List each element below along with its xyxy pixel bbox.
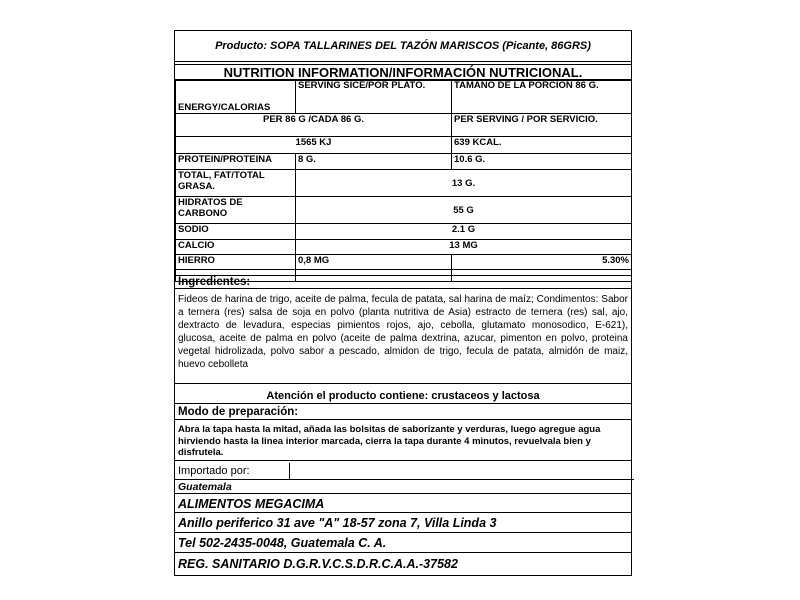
allergen-warning: Atención el producto contiene: crustaceos y lactosa <box>175 389 631 404</box>
preparation-title: Modo de preparación: <box>175 404 631 420</box>
table-row <box>176 80 632 114</box>
fat-value: 13 G. <box>296 170 632 197</box>
fat-label: TOTAL, FAT/TOTAL GRASA. <box>176 170 296 197</box>
energy-kcal: 639 KCAL. <box>452 137 632 154</box>
importer-label: Importado por: <box>175 463 634 480</box>
protein-86g-value: 8 G. <box>296 154 452 170</box>
sodio-value: 2.1 G <box>296 224 632 240</box>
ingredients-title: Ingredientes: <box>175 275 631 289</box>
importer-address: Anillo periferico 31 ave "A" 18-57 zona 7, Villa Linda 3 <box>175 514 631 533</box>
hierro-percent: 5.30% <box>452 255 632 270</box>
calcio-value: 13 MG <box>296 240 632 255</box>
carb-value: 55 G <box>296 197 632 224</box>
serving-size-label: SERVING SICE/POR PLATO. <box>296 80 452 114</box>
hierro-value: 0,8 MG <box>296 255 452 270</box>
ingredients-text: Fideos de harina de trigo, aceite de palma, fecula de patata, sal harina de maíz; Condimentos: Sabor a ternera (res) salsa de soja en polvo (planta nutritiva de Asia) estracto de ternera (res) sal, ajo, dextracto de levadura, especias pimientos rojos, ajo, cebolla, glutamato monosodico, E-621), glucosa, aceite de palma en polvo (aceite de palma dextrina, azucar, pimenton en polvo, proteina vegetal hidrolizada, polvo sabor a pescado, almidon de trigo, fecula de patata, almidón de maiz, huevo cebolleta <box>175 290 631 384</box>
importer-company: ALIMENTOS MEGACIMA <box>175 495 631 513</box>
table-row <box>176 114 632 137</box>
nutrition-label <box>174 30 632 576</box>
calcio-label: CALCIO <box>176 240 296 255</box>
energy-label: ENERGY/CALORIAS <box>176 80 296 114</box>
table-row <box>176 154 632 170</box>
carb-label: HIDRATOS DE CARBONO <box>176 197 296 224</box>
nutrition-title: NUTRITION INFORMATION/INFORMACIÓN NUTRICIONAL. <box>175 64 631 81</box>
per-86g-label: PER 86 G /CADA 86 G. <box>176 114 452 137</box>
nutrition-table <box>175 79 632 282</box>
protein-serving-value: 10.6 G. <box>452 154 632 170</box>
per-serving-label: PER SERVING / POR SERVICIO. <box>452 114 632 137</box>
table-row <box>176 137 632 154</box>
divider <box>289 463 290 479</box>
importer-registry: REG. SANITARIO D.G.R.V.C.S.D.R.C.A.A.-37582 <box>178 557 458 571</box>
product-name: Producto: SOPA TALLARINES DEL TAZÓN MARISCOS (Picante, 86GRS) <box>175 31 631 62</box>
protein-label: PROTEIN/PROTEINA <box>176 154 296 170</box>
portion-size-label: TAMAÑO DE LA PORCIÓN 86 G. <box>452 80 632 114</box>
preparation-text: Abra la tapa hasta la mitad, añada las bolsitas de saborizante y verduras, luego agregue agua hirviendo hasta la linea interior marcada, cierra la tapa durante 4 minutos, revuelvala bien y disfrutela. <box>175 421 631 461</box>
sodio-label: SODIO <box>176 224 296 240</box>
importer-phone: Tel 502-2435-0048, Guatemala C. A. <box>175 534 631 553</box>
table-row <box>176 197 632 224</box>
table-row <box>176 224 632 240</box>
energy-kj: 1565 KJ <box>176 137 452 154</box>
table-row <box>176 170 632 197</box>
table-row <box>176 240 632 255</box>
hierro-label: HIERRO <box>176 255 296 270</box>
table-row <box>176 255 632 270</box>
importer-country: Guatemala <box>175 480 631 494</box>
